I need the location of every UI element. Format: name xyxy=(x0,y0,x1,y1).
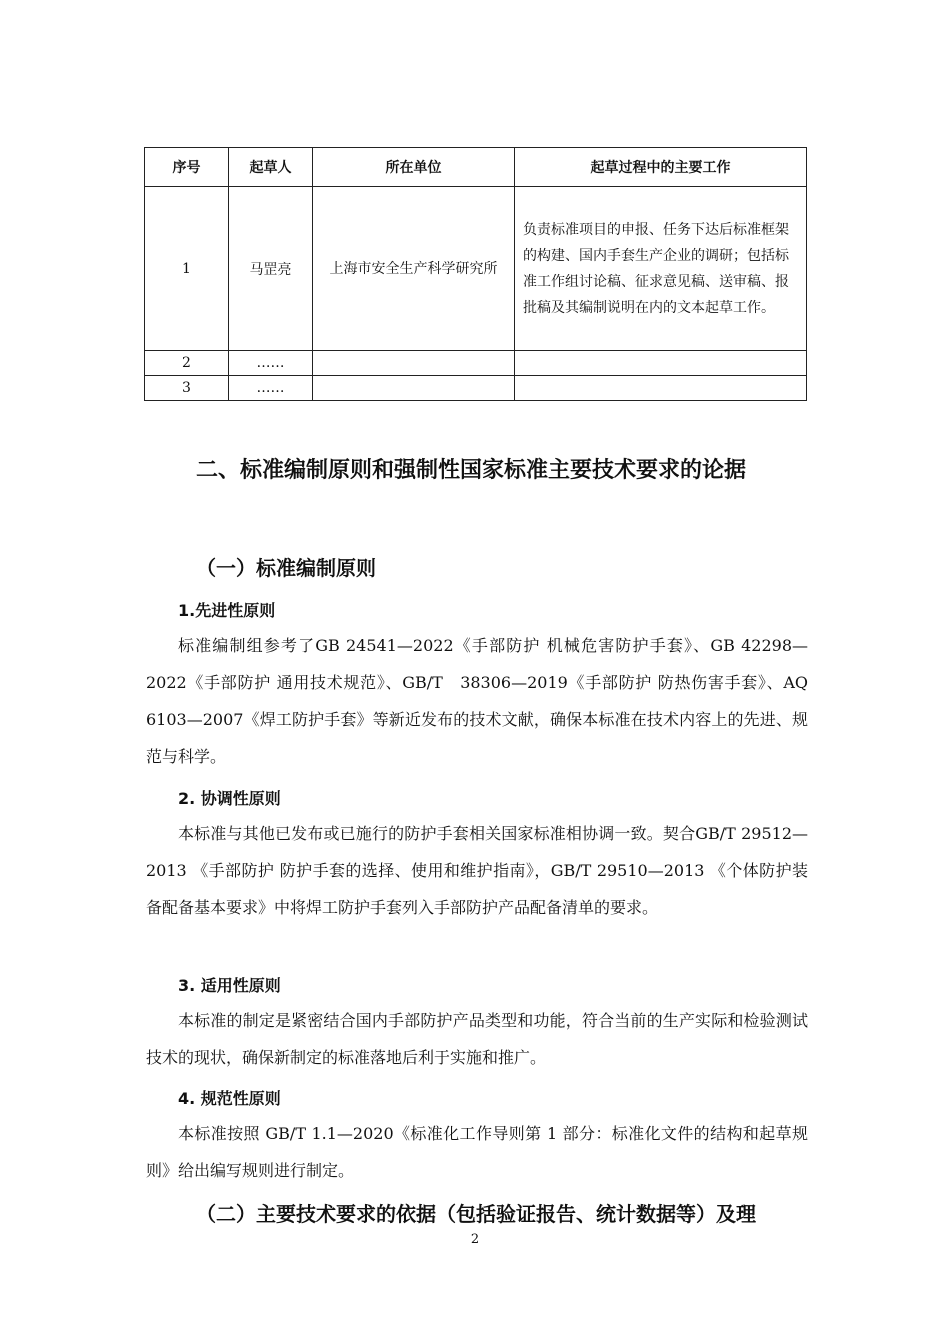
header-drafter: 起草人 xyxy=(229,148,313,187)
table-row xyxy=(145,187,807,351)
table-row xyxy=(145,351,807,376)
header-unit: 所在单位 xyxy=(313,148,515,187)
cell-work xyxy=(515,351,807,376)
cell-work: 负责标准项目的申报、任务下达后标准框架的构建、国内手套生产企业的调研；包括标准工作组讨论稿、征求意见稿、送审稿、报批稿及其编制说明在内的文本起草工作。 xyxy=(515,187,807,351)
principle-heading-applicability: 3. 适用性原则 xyxy=(178,976,281,995)
cell-name: …… xyxy=(229,351,313,376)
cell-name: 马罡亮 xyxy=(229,187,313,351)
cell-no: 3 xyxy=(145,376,229,401)
principle-text-advanced: 标准编制组参考了GB 24541—2022《手部防护 机械危害防护手套》、GB 42298—2022《手部防护 通用技术规范》、GB/T 38306—2019《手部防护 防热伤害手套》、AQ 6103—2007《焊工防护手套》等新近发布的技术文献，确保本标准在技术内容上的先进、规范与科学。 xyxy=(146,636,808,766)
table-row xyxy=(145,376,807,401)
header-work: 起草过程中的主要工作 xyxy=(515,148,807,187)
cell-unit xyxy=(313,351,515,376)
section-heading: 二、标准编制原则和强制性国家标准主要技术要求的论据 xyxy=(196,458,747,483)
cell-no: 2 xyxy=(145,351,229,376)
principle-heading-advanced: 1.先进性原则 xyxy=(178,601,276,620)
drafters-table xyxy=(144,147,807,401)
principle-text-coordination: 本标准与其他已发布或已施行的防护手套相关国家标准相协调一致。契合GB/T 29512—2013 《手部防护 防护手套的选择、使用和维护指南》，GB/T 29510—2013 《个体防护装备配备基本要求》中将焊工防护手套列入手部防护产品配备清单的要求。 xyxy=(146,824,808,917)
principle-text-applicability: 本标准的制定是紧密结合国内手部防护产品类型和功能，符合当前的生产实际和检验测试技术的现状，确保新制定的标准落地后利于实施和推广。 xyxy=(146,1011,808,1067)
subsection-heading-principles: （一）标准编制原则 xyxy=(196,556,376,580)
principle-text-normative: 本标准按照 GB/T 1.1—2020《标准化工作导则第 1 部分：标准化文件的结构和起草规则》给出编写规则进行制定。 xyxy=(146,1124,808,1180)
header-no: 序号 xyxy=(145,148,229,187)
cell-unit: 上海市安全生产科学研究所 xyxy=(313,187,515,351)
principle-heading-coordination: 2. 协调性原则 xyxy=(178,789,281,808)
page-number: 2 xyxy=(470,1232,480,1247)
cell-no: 1 xyxy=(145,187,229,351)
table-header-row xyxy=(145,148,807,187)
cell-unit xyxy=(313,376,515,401)
cell-name: …… xyxy=(229,376,313,401)
principle-heading-normative: 4. 规范性原则 xyxy=(178,1089,281,1108)
cell-work xyxy=(515,376,807,401)
subsection-heading-technical: （二）主要技术要求的依据（包括验证报告、统计数据等）及理 xyxy=(196,1202,756,1226)
